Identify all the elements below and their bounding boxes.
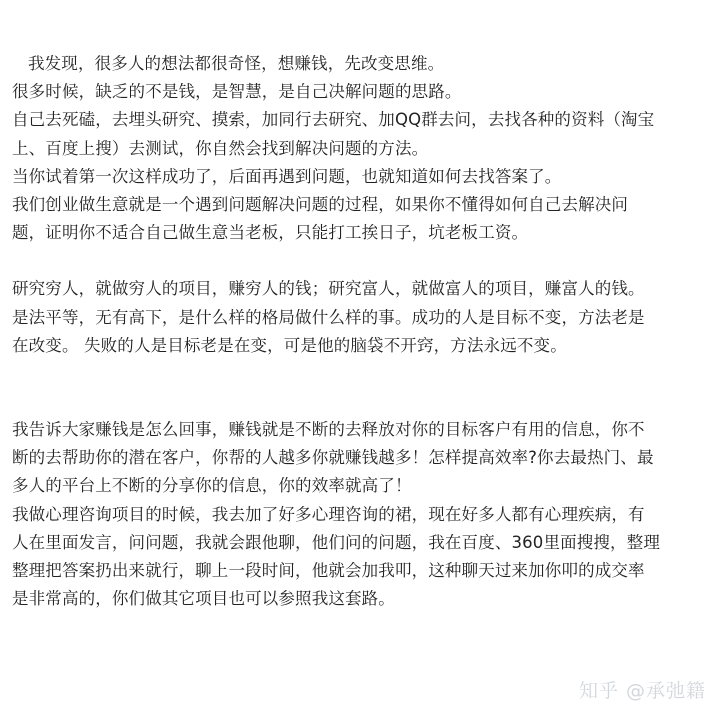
text-line: 我发现，很多人的想法都很奇怪，想赚钱，先改变思维。: [28, 54, 445, 73]
text-line: 我告诉大家赚钱是怎么回事，赚钱就是不断的去释放对你的目标客户有用的信息，你不: [12, 420, 645, 440]
zhihu-watermark: 知乎 @承弛籍: [578, 680, 706, 702]
article-body: [12, 50, 714, 613]
text-line: 研究穷人，就做穷人的项目，赚穷人的钱；研究富人，就做富人的项目，赚富人的钱。: [12, 279, 645, 299]
text-line: 是法平等，无有高下，是什么样的格局做什么样的事。成功的人是目标不变，方法老是: [12, 307, 645, 327]
text-line: 是非常高的，你们做其它项目也可以参照我这套路。: [12, 589, 395, 609]
text-line: 上、百度上搜）去测试，你自然会找到解决问题的方法。: [12, 138, 429, 158]
text-line: 我们创业做生意就是一个遇到问题解决问题的过程，如果你不懂得如何自己去解决问: [12, 195, 629, 215]
text-line: 当你试着第一次这样成功了，后面再遇到问题，也就知道如何去找答案了。: [12, 166, 562, 186]
paragraph-spacer: [12, 360, 714, 416]
text-line: 断的去帮助你的潜在客户，你帮的人越多你就赚钱越多！怎样提高效率?你去最热门、最: [12, 448, 654, 468]
text-line: 我做心理咨询项目的时候，我去加了好多心理咨询的裙，现在好多人都有心理疾病，有: [12, 504, 645, 524]
paragraph-spacer: [12, 247, 714, 275]
text-line: 多人的平台上不断的分享你的信息，你的效率就高了！: [12, 476, 412, 496]
text-line: 人在里面发言，问问题，我就会跟他聊，他们问的问题，我在百度、360里面搜搜，整理: [12, 532, 660, 552]
text-line: 题，证明你不适合自己做生意当老板，只能打工挨日子，坑老板工资。: [12, 223, 529, 243]
text-line: 自己去死磕，去埋头研究、摸索，加同行去研究、加QQ群去问，去找各种的资料（淘宝: [12, 110, 655, 130]
text-line: 在改变。 失败的人是目标老是在变，可是他的脑袋不开窍，方法永远不变。: [12, 335, 567, 355]
text-line: 很多时候，缺乏的不是钱，是智慧，是自己决解问题的思路。: [12, 82, 462, 102]
text-line: 整理把答案扔出来就行，聊上一段时间，他就会加我叩，这种聊天过来加你叩的成交率: [12, 561, 645, 581]
